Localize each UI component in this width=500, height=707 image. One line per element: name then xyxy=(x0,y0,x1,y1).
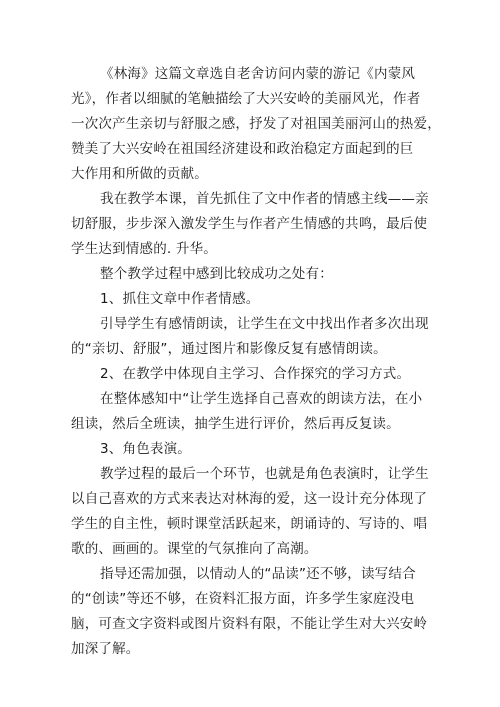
text-line: 大作用和所做的贡献。 xyxy=(71,166,208,182)
text-line: 切舒服，步步深入激发学生与作者产生情感的共鸣，最后使 xyxy=(71,216,428,232)
text-line: 整个教学过程中感到比较成功之处有： xyxy=(100,266,333,282)
text-line: 教学过程的最后一个环节，也就是角色表演时，让学生 xyxy=(100,466,429,482)
text-line: 组读，然后全班读，抽学生进行评价，然后再反复读。 xyxy=(71,416,400,432)
text-line: 歌的、画画的。课堂的气氛推向了高潮。 xyxy=(71,541,318,557)
text-line: 学生的自主性，顿时课堂活跃起来，朗诵诗的、写诗的、唱 xyxy=(71,516,428,532)
text-line: 的“创读”等还不够，在资料汇报方面，许多学生家庭没电 xyxy=(71,591,415,607)
text-line: 在整体感知中“让学生选择自己喜欢的朗读方法，在小 xyxy=(100,391,423,407)
text-line: 学生达到情感的. 升华。 xyxy=(71,241,217,257)
text-line: 光》，作者以细腻的笔触描绘了大兴安岭的美丽风光，作者 xyxy=(71,91,421,107)
text-line: 脑，可查文字资料或图片资料有限，不能让学生对大兴安岭 xyxy=(71,616,428,632)
text-line: 指导还需加强，以情动人的“品读”还不够，读写结合 xyxy=(100,566,416,582)
text-line: 我在教学本课，首先抓住了文中作者的情感主线——亲 xyxy=(100,191,429,207)
text-line: 加深了解。 xyxy=(71,641,140,657)
section-heading: 1、抓住文章中作者情感。 xyxy=(100,291,260,307)
text-line: 的“亲切、舒服”，通过图片和影像反复有感情朗读。 xyxy=(71,341,387,357)
text-line: 赞美了大兴安岭在祖国经济建设和政治稳定方面起到的巨 xyxy=(71,141,414,157)
section-heading: 3、角色表演。 xyxy=(100,441,191,457)
text-line: 引导学生有感情朗读，让学生在文中找出作者多次出现 xyxy=(100,316,429,332)
text-line: 《林海》这篇文章选自老舍访问内蒙的游记《内蒙风 xyxy=(100,66,416,82)
text-line: 以自己喜欢的方式来表达对林海的爱，这一设计充分体现了 xyxy=(71,491,428,507)
section-heading: 2、在教学中体现自主学习、合作探究的学习方式。 xyxy=(100,366,411,382)
text-line: 一次次产生亲切与舒服之感，抒发了对祖国美丽河山的热爱， xyxy=(71,116,441,132)
